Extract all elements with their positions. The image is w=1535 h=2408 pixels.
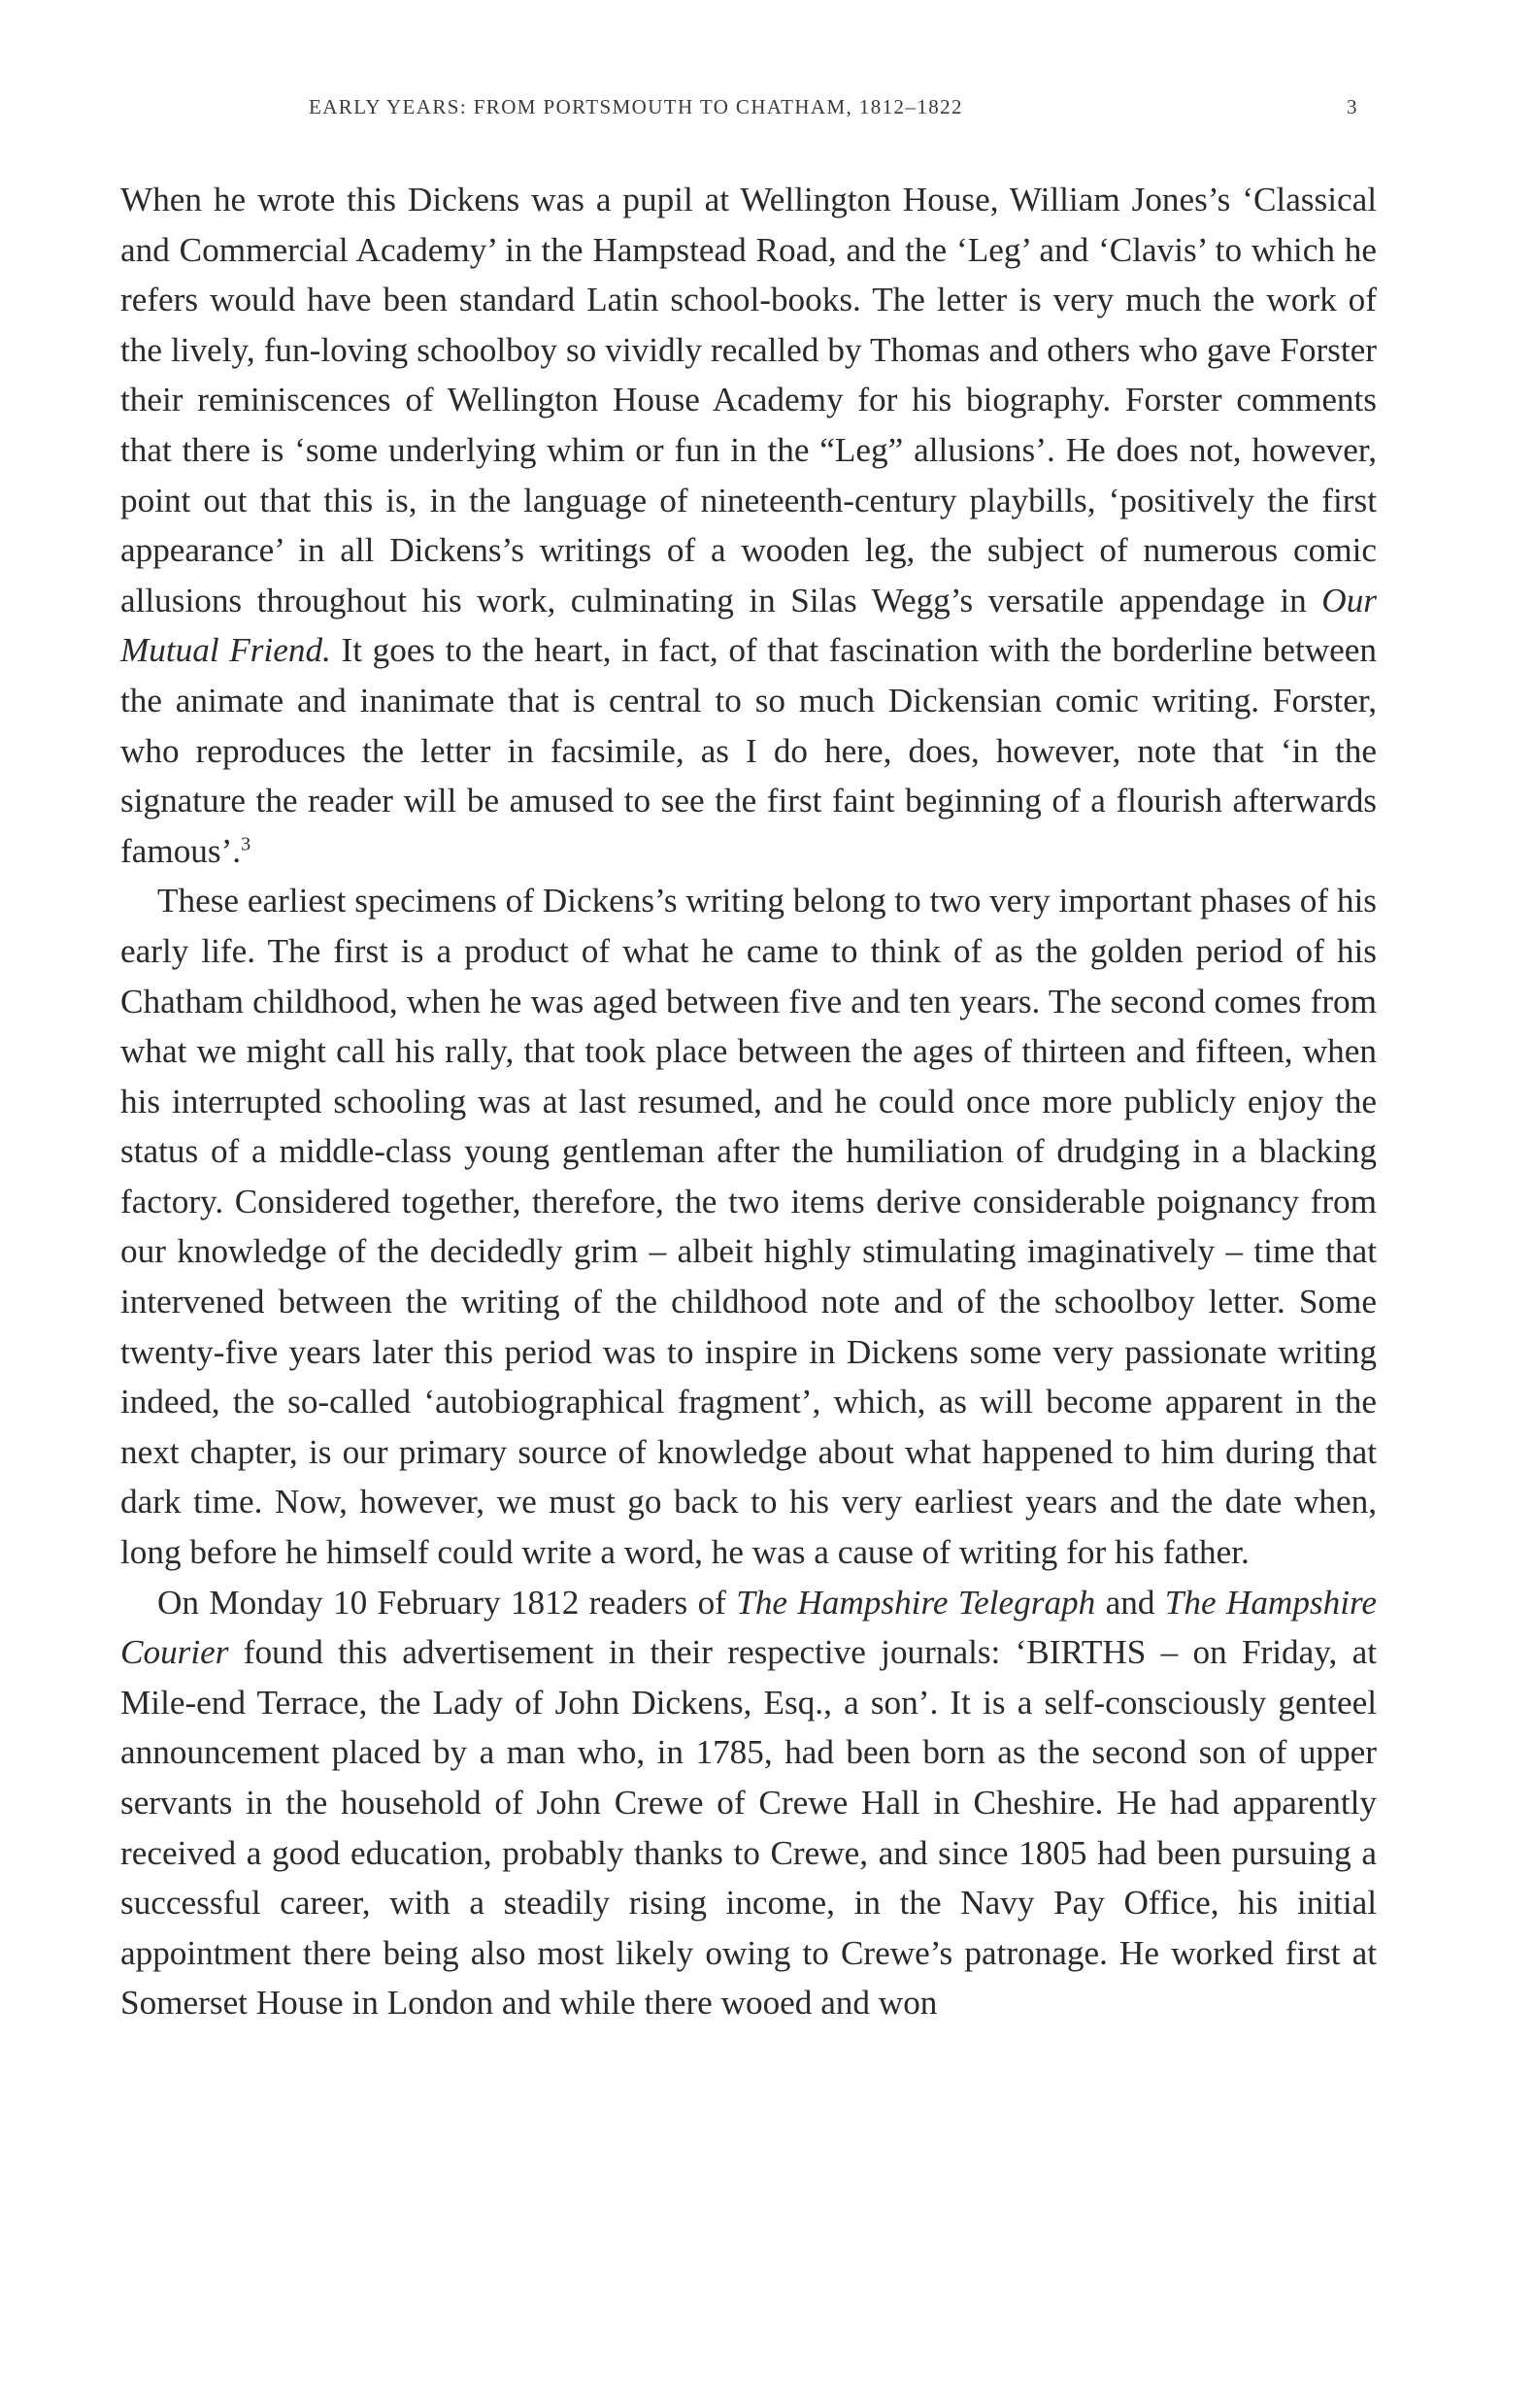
text-run: On Monday 10 February 1812 readers of [157, 1583, 737, 1622]
text-run: It goes to the heart, in fact, of that fascination with the borderline between the animate and inanimate that is central to so much Dickensian comic writing. Forster, who reproduces the letter in facsimile, as I do here, does, however, note that ‘in the signature the reader will be amused to see the first faint beginning of a flourish afterwards famous’. [120, 631, 1377, 870]
text-run: and [1095, 1583, 1165, 1622]
text-run: found this advertisement in their respective journals: ‘BIRTHS – on Friday, at Mile-end Terrace, the Lady of John Dickens, Esq., a son’. It is a self-consciously genteel announcement placed by a man who, in 1785, had been born as the second son of upper servants in the household of John Crewe of Crewe Hall in Cheshire. He had apparently received a good education, probably thanks to Crewe, and since 1805 had been pursuing a successful career, with a steadily rising income, in the Navy Pay Office, his initial appointment there being also most likely owing to Crewe’s patronage. He worked first at Somerset House in London and while there wooed and won [120, 1633, 1377, 2023]
paragraph [120, 876, 1377, 1577]
italic-title: Our Mutual Friend. [120, 581, 1377, 670]
italic-title: The Hampshire Courier [120, 1583, 1377, 1672]
body-text [120, 175, 1377, 2028]
paragraph [120, 175, 1377, 876]
page-number: 3 [1347, 95, 1357, 118]
text-run: These earliest specimens of Dickens’s writing belong to two very important phases of his early life. The first is a product of what he came to think of as the golden period of his Chatham childhood, when he was aged between five and ten years. The second comes from what we might call his rally, that took place between the ages of thirteen and fifteen, when his interrupted schooling was at last resumed, and he could once more publicly enjoy the status of a middle-class young gentleman after the humiliation of drudging in a blacking factory. Considered together, therefore, the two items derive considerable poignancy from our knowledge of the decidedly grim – albeit highly stimulating imaginatively – time that intervened between the writing of the childhood note and of the schoolboy letter. Some twenty-five years later this period was to inspire in Dickens some very passionate writing indeed, the so-called ‘autobiographical fragment’, which, as will become apparent in the next chapter, is our primary source of knowledge about what happened to him during that dark time. Now, however, we must go back to his very earliest years and the date when, long before he himself could write a word, he was a cause of writing for his father. [120, 882, 1377, 1572]
italic-title: The Hampshire Telegraph [736, 1583, 1096, 1622]
running-head [0, 95, 1535, 130]
paragraph [120, 1578, 1377, 2028]
text-run: When he wrote this Dickens was a pupil at Wellington House, William Jones’s ‘Classical and Commercial Academy’ in the Hampstead Road, and the ‘Leg’ and ‘Clavis’ to which he refers would have been standard Latin school-books. The letter is very much the work of the lively, fun-loving schoolboy so vividly recalled by Thomas and others who gave Forster their reminiscences of Wellington House Academy for his biography. Forster comments that there is ‘some underlying whim or fun in the “Leg” allusions’. He does not, however, point out that this is, in the language of nineteenth-century playbills, ‘positively the first appearance’ in all Dickens’s writings of a wooden leg, the subject of numerous comic allusions throughout his work, culminating in Silas Wegg’s versatile appendage in [120, 181, 1377, 619]
running-title: EARLY YEARS: FROM PORTSMOUTH TO CHATHAM, 1812–1822 [309, 95, 963, 118]
footnote-ref: 3 [241, 832, 251, 854]
